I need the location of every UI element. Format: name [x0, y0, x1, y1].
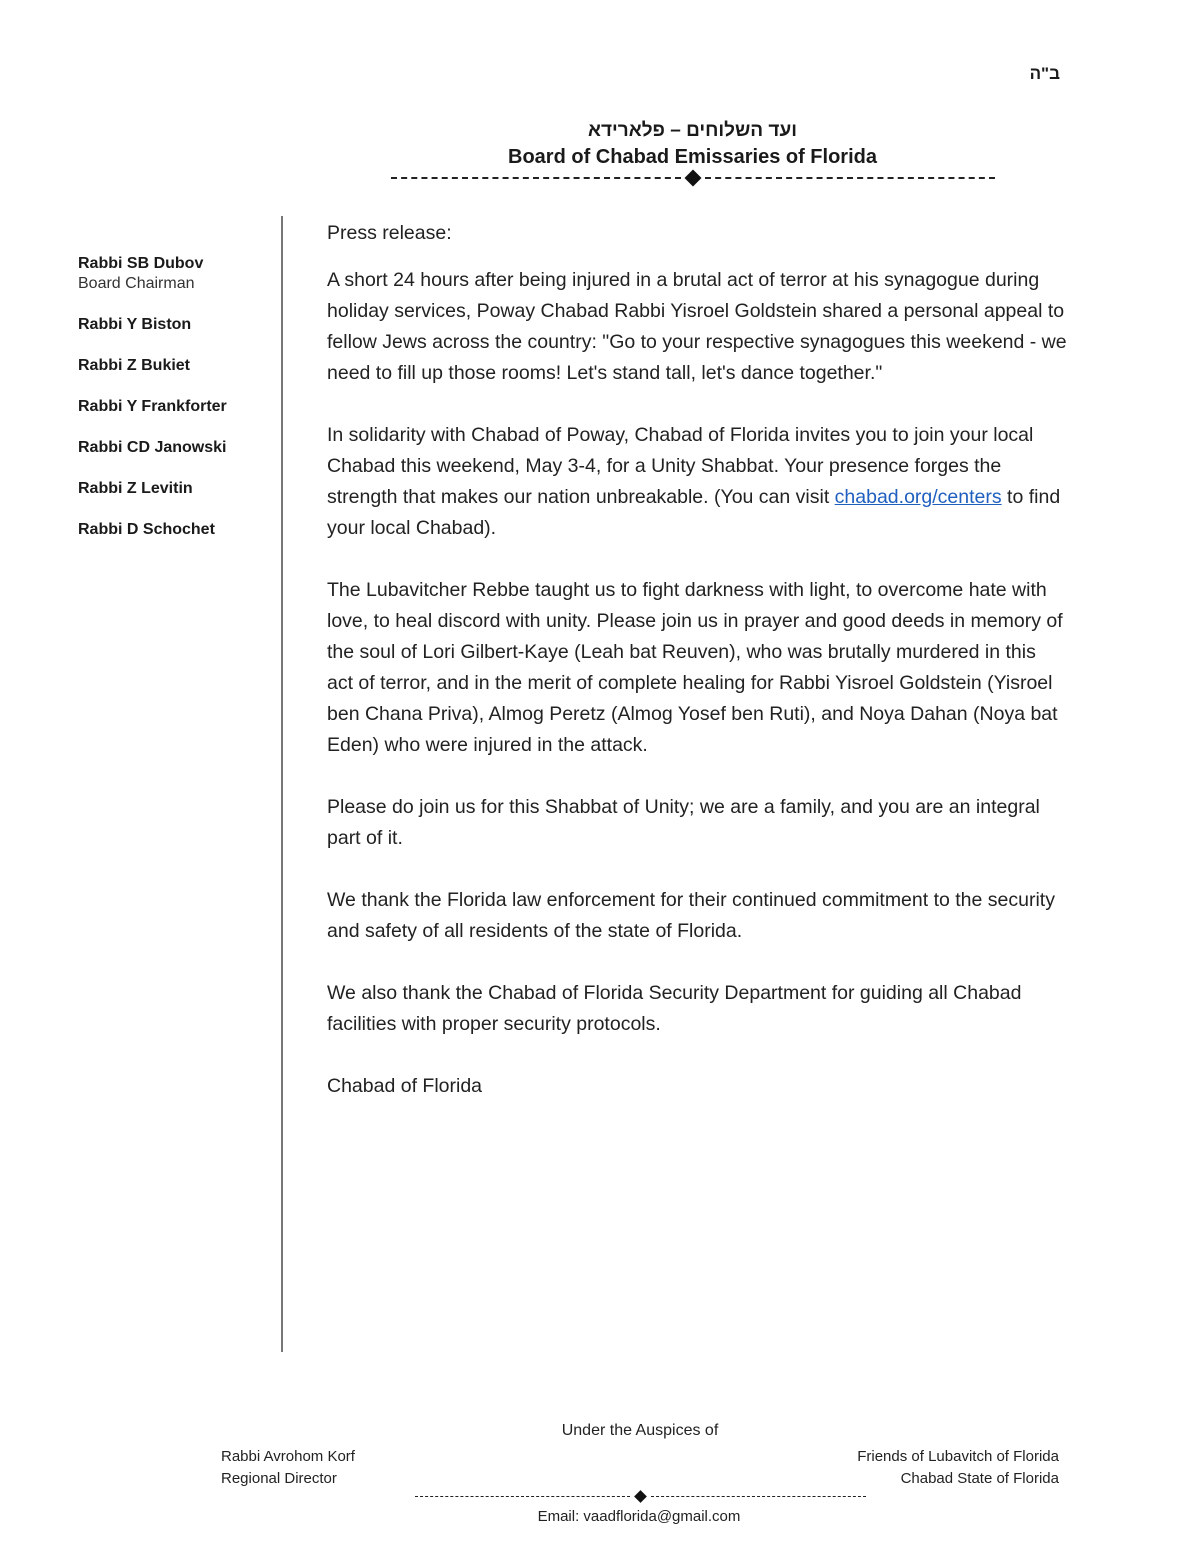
- board-members-list: [78, 254, 278, 561]
- member-name: Rabbi SB Dubov: [78, 255, 204, 272]
- paragraph-2-text: In solidarity with Chabad of Poway, Chabad of Florida invites you to join your local Chabad this weekend, May 3-4, for a Unity Shabbat. Your presence forges the strength that makes our nation unbreakable. (You can visit: [327, 424, 1034, 508]
- paragraph-2: [327, 420, 1067, 544]
- member-role: Board Chairman: [78, 275, 195, 292]
- board-member: [78, 438, 278, 458]
- contact-email: Email: vaadflorida@gmail.com: [537, 1508, 741, 1525]
- vertical-divider: [281, 216, 283, 1352]
- diamond-icon: [684, 170, 701, 187]
- org-line-2: Chabad State of Florida: [900, 1470, 1059, 1487]
- board-member: [78, 479, 278, 499]
- signature: Chabad of Florida: [327, 1075, 483, 1097]
- header-divider: [0, 172, 1200, 184]
- bh-mark: ב"ה: [1029, 64, 1060, 83]
- director-name: Rabbi Avrohom Korf: [221, 1448, 355, 1465]
- dash-line: [415, 1496, 630, 1497]
- footer-divider: [0, 1492, 1200, 1501]
- auspices-label: Under the Auspices of: [561, 1422, 719, 1439]
- dash-line: [391, 177, 681, 179]
- board-member: [78, 254, 278, 294]
- member-name: Rabbi Z Levitin: [78, 480, 193, 497]
- member-name: Rabbi D Schochet: [78, 521, 215, 538]
- hebrew-title: ועד השלוחים – פלארידא: [588, 120, 797, 141]
- paragraph-2-text-end: to find your local Chabad).: [327, 486, 1061, 539]
- org-title: Board of Chabad Emissaries of Florida: [508, 146, 877, 168]
- member-name: Rabbi CD Janowski: [78, 439, 227, 456]
- dash-line: [651, 1496, 866, 1497]
- chabad-centers-link[interactable]: chabad.org/centers: [834, 486, 1002, 508]
- footer-left: [221, 1446, 355, 1490]
- board-member: [78, 397, 278, 417]
- paragraph-6: We also thank the Chabad of Florida Security Department for guiding all Chabad facilities with proper security protocols.: [327, 982, 1022, 1035]
- board-member: [78, 520, 278, 540]
- board-member: [78, 356, 278, 376]
- member-name: Rabbi Y Frankforter: [78, 398, 227, 415]
- paragraph-1: A short 24 hours after being injured in a brutal act of terror at his synagogue during holiday services, Poway Chabad Rabbi Yisroel Goldstein shared a personal appeal to fellow Jews across the country: "Go to your respective synagogues this weekend - we need to fill up those rooms! Let's stand tall, let's dance together.": [327, 269, 1067, 384]
- diamond-icon: [634, 1490, 647, 1503]
- member-name: Rabbi Z Bukiet: [78, 357, 191, 374]
- footer-right: [857, 1446, 1059, 1490]
- dash-line: [705, 177, 995, 179]
- paragraph-5: We thank the Florida law enforcement for their continued commitment to the security and safety of all residents of the state of Florida.: [327, 889, 1055, 942]
- press-release-heading: Press release:: [327, 222, 452, 244]
- org-line-1: Friends of Lubavitch of Florida: [857, 1448, 1059, 1465]
- board-member: [78, 315, 278, 335]
- paragraph-4: Please do join us for this Shabbat of Unity; we are a family, and you are an integral part of it.: [327, 796, 1040, 849]
- press-release-body: [327, 218, 1067, 1133]
- member-name: Rabbi Y Biston: [78, 316, 192, 333]
- letterhead: [0, 118, 1200, 184]
- paragraph-3: The Lubavitcher Rebbe taught us to fight darkness with light, to overcome hate with love, to heal discord with unity. Please join us in prayer and good deeds in memory of the soul of Lori Gilbert-Kaye (Leah bat Reuven), who was brutally murdered in this act of terror, and in the merit of complete healing for Rabbi Yisroel Goldstein (Yisroel ben Chana Priva), Almog Peretz (Almog Yosef ben Ruti), and Noya Dahan (Noya bat Eden) who were injured in the attack.: [327, 579, 1063, 756]
- director-title: Regional Director: [221, 1470, 337, 1487]
